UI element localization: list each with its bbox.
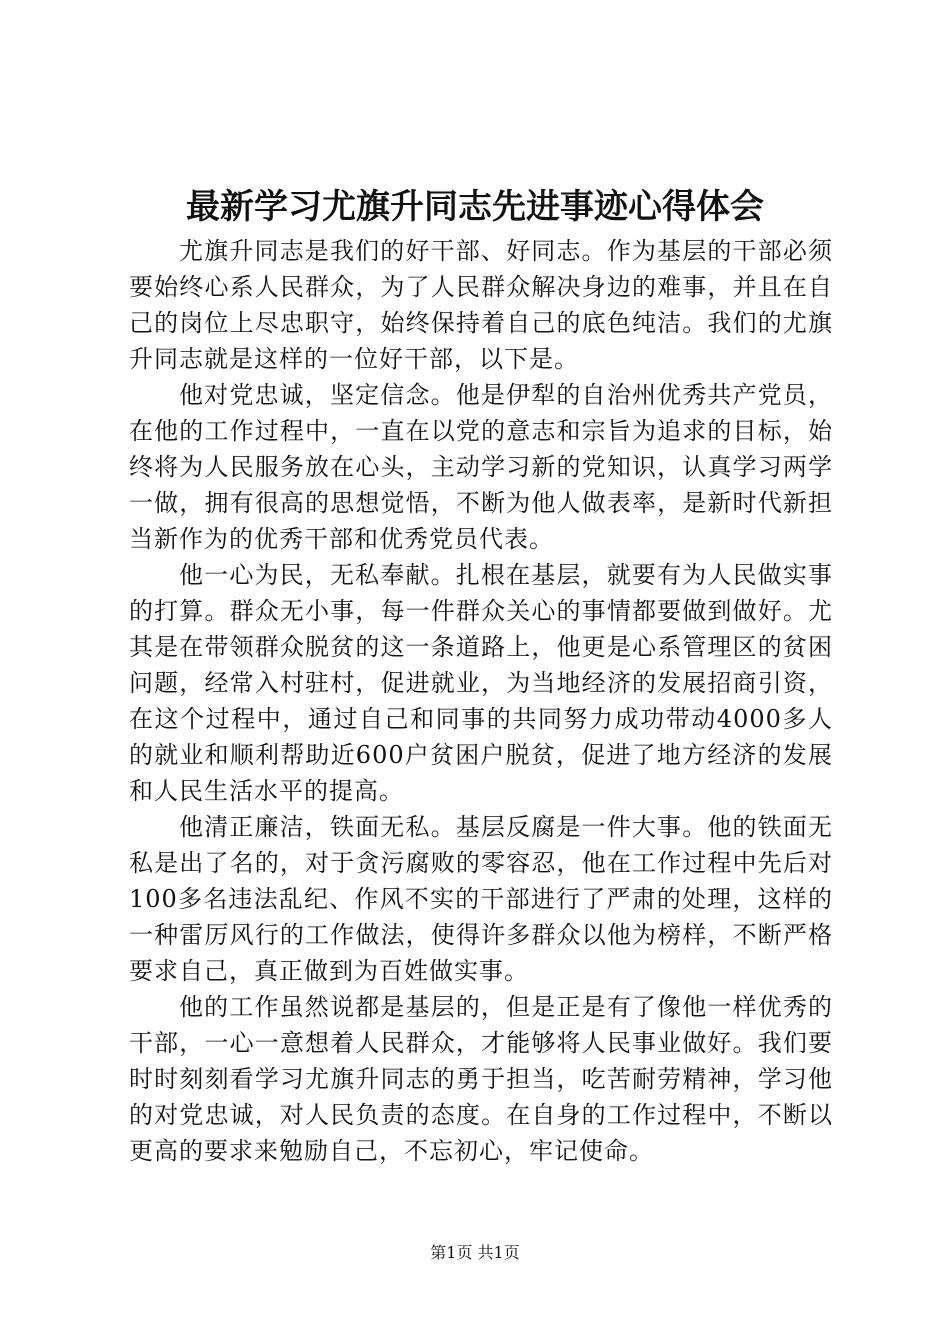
paragraph-1: 尤旗升同志是我们的好干部、好同志。作为基层的干部必须要始终心系人民群众，为了人民群众解决身边的难事，并且在自己的岗位上尽忠职守，始终保持着自己的底色纯洁。我们的尤旗升同志就是这样的一位好干部，以下是。	[129, 237, 833, 373]
paragraph-2: 他对党忠诚，坚定信念。他是伊犁的自治州优秀共产党员，在他的工作过程中，一直在以党的意志和宗旨为追求的目标，始终将为人民服务放在心头，主动学习新的党知识，认真学习两学一做，拥有很高的思想觉悟，不断为他人做表率，是新时代新担当新作为的优秀干部和优秀党员代表。	[129, 381, 833, 553]
document-body	[129, 233, 833, 1169]
document-title: 最新学习尤旗升同志先进事迹心得体会	[186, 187, 764, 227]
paragraph-5: 他的工作虽然说都是基层的，但是正是有了像他一样优秀的干部，一心一意想着人民群众，才能够将人民事业做好。我们要时时刻刻看学习尤旗升同志的勇于担当，吃苦耐劳精神，学习他的对党忠诚，对人民负责的态度。在自身的工作过程中，不断以更高的要求来勉励自己，不忘初心，牢记使命。	[129, 993, 833, 1165]
paragraph-3: 他一心为民，无私奉献。扎根在基层，就要有为人民做实事的打算。群众无小事，每一件群众关心的事情都要做到做好。尤其是在带领群众脱贫的这一条道路上，他更是心系管理区的贫困问题，经常入村驻村，促进就业，为当地经济的发展招商引资，在这个过程中，通过自己和同事的共同努力成功带动4000多人的就业和顺利帮助近600户贫困户脱贫，促进了地方经济的发展和人民生活水平的提高。	[129, 561, 833, 805]
page-footer: 第1页 共1页	[430, 1243, 520, 1262]
paragraph-4: 他清正廉洁，铁面无私。基层反腐是一件大事。他的铁面无私是出了名的，对于贪污腐败的零容忍，他在工作过程中先后对100多名违法乱纪、作风不实的干部进行了严肃的处理，这样的一种雷厉风行的工作做法，使得许多群众以他为榜样，不断严格要求自己，真正做到为百姓做实事。	[129, 813, 833, 985]
